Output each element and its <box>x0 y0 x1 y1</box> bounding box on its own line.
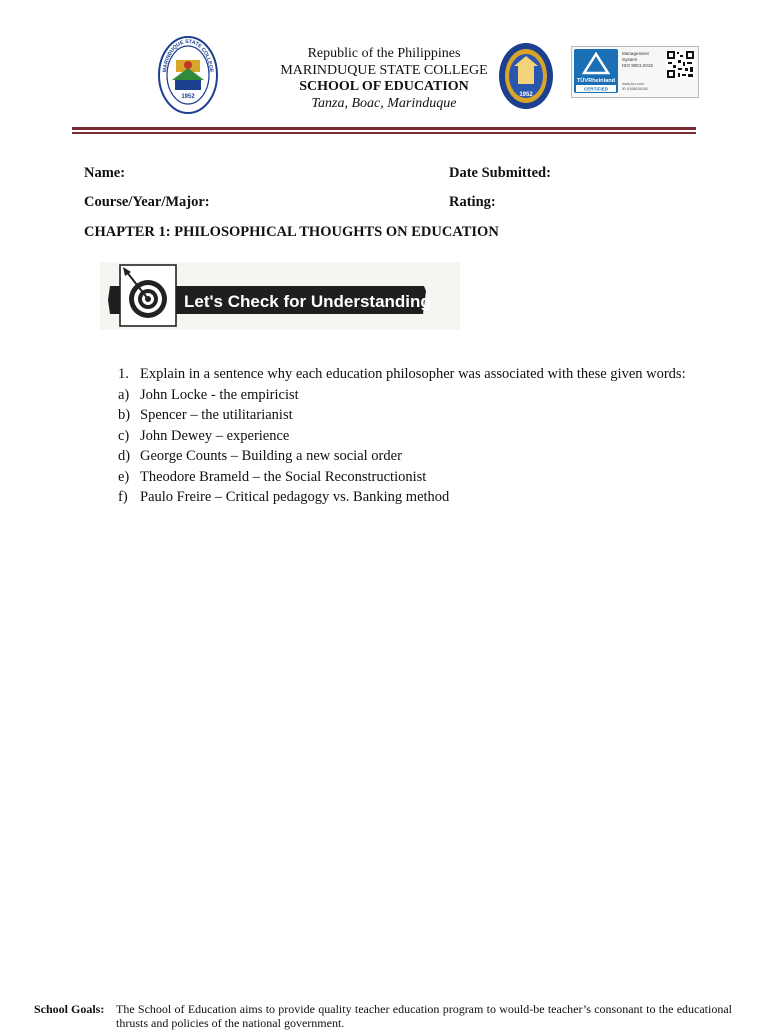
tuv-brand: TÜVRheinland <box>576 78 616 84</box>
banner-text: Let's Check for Understanding <box>184 292 431 311</box>
question-text: John Dewey – experience <box>140 427 290 444</box>
header-college: MARINDUQUE STATE COLLEGE <box>280 62 488 78</box>
name-label: Name: <box>84 165 126 181</box>
cert-id: ID 9108634260 <box>622 87 648 91</box>
qr-code-icon <box>666 50 695 79</box>
header-address: Tanza, Boac, Marinduque <box>311 95 457 111</box>
header-divider-thick <box>72 127 696 130</box>
question-item <box>118 385 696 406</box>
question-marker: c) <box>118 427 130 444</box>
seal-left-text: MARINDUQUE STATE COLLEGE <box>162 38 214 73</box>
school-of-education-seal-icon <box>498 42 554 110</box>
cert-system-line2: System <box>622 57 638 62</box>
header-school: SCHOOL OF EDUCATION <box>299 79 469 94</box>
question-list <box>118 364 696 508</box>
course-year-major-label: Course/Year/Major: <box>84 194 210 210</box>
question-marker: f) <box>118 489 128 505</box>
header-divider-thin <box>72 132 696 134</box>
tuv-status: CERTIFIED <box>583 86 609 92</box>
question-text: Theodore Brameld – the Social Reconstructionist <box>140 468 427 485</box>
seal-mid-year: 1952 <box>519 92 533 98</box>
cert-system-line3: ISO 9001:2015 <box>622 63 653 68</box>
seal-left-year: 1952 <box>181 94 195 100</box>
marinduque-state-college-seal-icon <box>158 36 218 114</box>
date-submitted-label: Date Submitted: <box>449 165 551 181</box>
question-text: Paulo Freire – Critical pedagogy vs. Banking method <box>140 489 450 505</box>
question-item <box>118 446 696 467</box>
cert-url: www.tuv.com <box>622 82 645 86</box>
school-goals-footer <box>34 1002 732 1030</box>
question-text: Spencer – the utilitarianist <box>140 407 293 423</box>
institution-header <box>270 46 498 112</box>
question-marker: a) <box>118 386 130 403</box>
chapter-title: CHAPTER 1: PHILOSOPHICAL THOUGHTS ON EDUCATION <box>84 224 499 240</box>
rating-label: Rating: <box>449 194 496 210</box>
target-icon <box>120 265 176 326</box>
cert-system-line1: Management <box>622 51 649 56</box>
question-marker: b) <box>118 407 131 423</box>
school-goals-text: The School of Education aims to provide quality teacher education program to would-be teacher’s consonant to the educational thrusts and policies of the national government. <box>116 1002 732 1030</box>
question-item <box>118 487 696 508</box>
question-marker: d) <box>118 448 131 464</box>
question-text: George Counts – Building a new social order <box>140 448 402 464</box>
tuv-certification-icon <box>572 47 698 97</box>
question-text: Explain in a sentence why each education philosopher was associated with these given words: <box>140 366 686 382</box>
question-item <box>118 426 696 447</box>
question-item <box>118 364 696 385</box>
check-for-understanding-banner <box>100 262 460 330</box>
iso-certification-badge <box>571 46 699 98</box>
question-marker: e) <box>118 468 130 485</box>
question-marker: 1. <box>118 366 129 382</box>
question-item <box>118 467 696 488</box>
question-item <box>118 405 696 426</box>
header-republic: Republic of the Philippines <box>307 46 461 61</box>
school-goals-label: School Goals: <box>34 1002 105 1016</box>
question-text: John Locke - the empiricist <box>140 386 299 403</box>
